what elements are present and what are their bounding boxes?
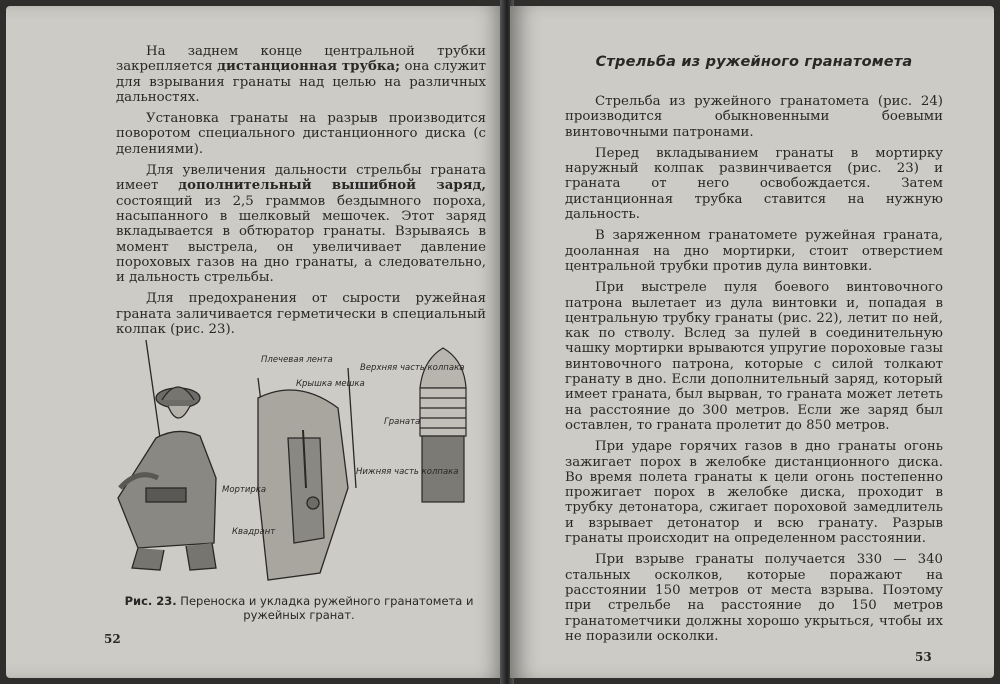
label-cap-bottom: Нижняя часть колпака bbox=[356, 467, 459, 477]
label-cap-top: Верхняя часть колпака bbox=[360, 363, 465, 373]
label-bag-lid: Крышка мешка bbox=[296, 379, 365, 389]
paragraph: При взрыве гранаты получается 330 — 340 стальных осколков, которые поражают на расстоянии 150 метров от места взрыва. Поэтому при стрельбе на расстояние до 150 метров гранатометчики должны хорошо укрыться, чтобы их не поразили осколки. bbox=[565, 552, 943, 644]
left-page bbox=[6, 6, 506, 678]
soldier-drawing bbox=[118, 340, 216, 570]
left-page-text bbox=[116, 44, 486, 343]
paragraph-start: На заднем конце центральной трубки закрепляется bbox=[116, 44, 486, 75]
caption-label: Рис. 23. bbox=[124, 594, 177, 608]
bold-term: дополнительный вышибной заряд, bbox=[178, 178, 486, 194]
label-quadrant: Квадрант bbox=[232, 527, 276, 537]
label-grenade: Граната bbox=[384, 417, 421, 427]
paragraph-start: Для увеличения дальности стрельбы граната имеет bbox=[116, 163, 486, 194]
paragraph bbox=[116, 44, 486, 105]
figure-23-illustration bbox=[98, 338, 498, 588]
paragraph: Перед вкладыванием гранаты в мортирку наружный колпак развинчивается (рис. 23) и граната от него освобождается. Затем дистанционная трубка ставится на нужную дальность. bbox=[565, 145, 943, 223]
bag-drawing bbox=[258, 368, 356, 580]
right-page-text bbox=[565, 94, 943, 650]
page-number: 53 bbox=[915, 650, 932, 664]
paragraph-tail: она служит для взрывания гранаты над целью на различных дальностях. bbox=[116, 59, 486, 105]
paragraph: При выстреле пуля боевого винтовочного патрона вылетает из дула винтовки и, попадая в центральную трубку гранаты (рис. 22), летит по ней, как по стволу. Вслед за пулей в соединительную чашку мортирки врываются упругие пороховые газы винтовочного патрона, которые с силой толкают гранату в дно. Если дополнительный заряд, который имеет граната, был вырван, то граната может лететь на расстояние до 300 метров. Если же заряд был оставлен, то граната пролетит до 850 метров. bbox=[565, 280, 943, 433]
paragraph: Стрельба из ружейного гранатомета (рис. 24) производится обыкновенными боевыми винтовочными патронами. bbox=[565, 94, 943, 140]
paragraph-tail: состоящий из 2,5 граммов бездымного пороха, насыпанного в шелковый мешочек. Этот заряд вкладывается в обтюратор гранаты. Взрываясь в момент выстрела, он увеличивает давление пороховых газов на дно гранаты, а следовательно, и дальность стрельбы. bbox=[116, 193, 486, 286]
page-number: 52 bbox=[104, 632, 121, 646]
paragraph bbox=[116, 163, 486, 285]
paragraph: При ударе горячих газов в дно гранаты огонь зажигает порох в желобке дистанционного диска. Во время полета гранаты к цели огонь постепенно прожигает порох в желобке диска, проходит в трубку детонатора, сжигает пороховой замедлитель и взрывает детонатор и всю гранату. Разрыв гранаты происходит на определенном расстоянии. bbox=[565, 439, 943, 547]
caption-text: Переноска и укладка ружейного гранатомета и ружейных гранат. bbox=[180, 594, 474, 622]
paragraph: Установка гранаты на разрыв производится поворотом специального дистанционного диска (с делениями). bbox=[116, 111, 486, 157]
figure-caption bbox=[124, 594, 474, 622]
right-page bbox=[510, 6, 994, 678]
label-shoulder-strap: Плечевая лента bbox=[261, 355, 333, 365]
paragraph: Для предохранения от сырости ружейная граната заличивается герметически в специальный колпак (рис. 23). bbox=[116, 291, 486, 338]
bold-term: дистанционная трубка; bbox=[217, 59, 400, 75]
paragraph: В заряженном гранатомете ружейная граната, дооланная на дно мортирки, стоит отверстием центральной трубки против дула винтовки. bbox=[565, 228, 943, 274]
section-title: Стрельба из ружейного гранатомета bbox=[595, 54, 913, 70]
label-mortar: Мортирка bbox=[222, 485, 267, 495]
